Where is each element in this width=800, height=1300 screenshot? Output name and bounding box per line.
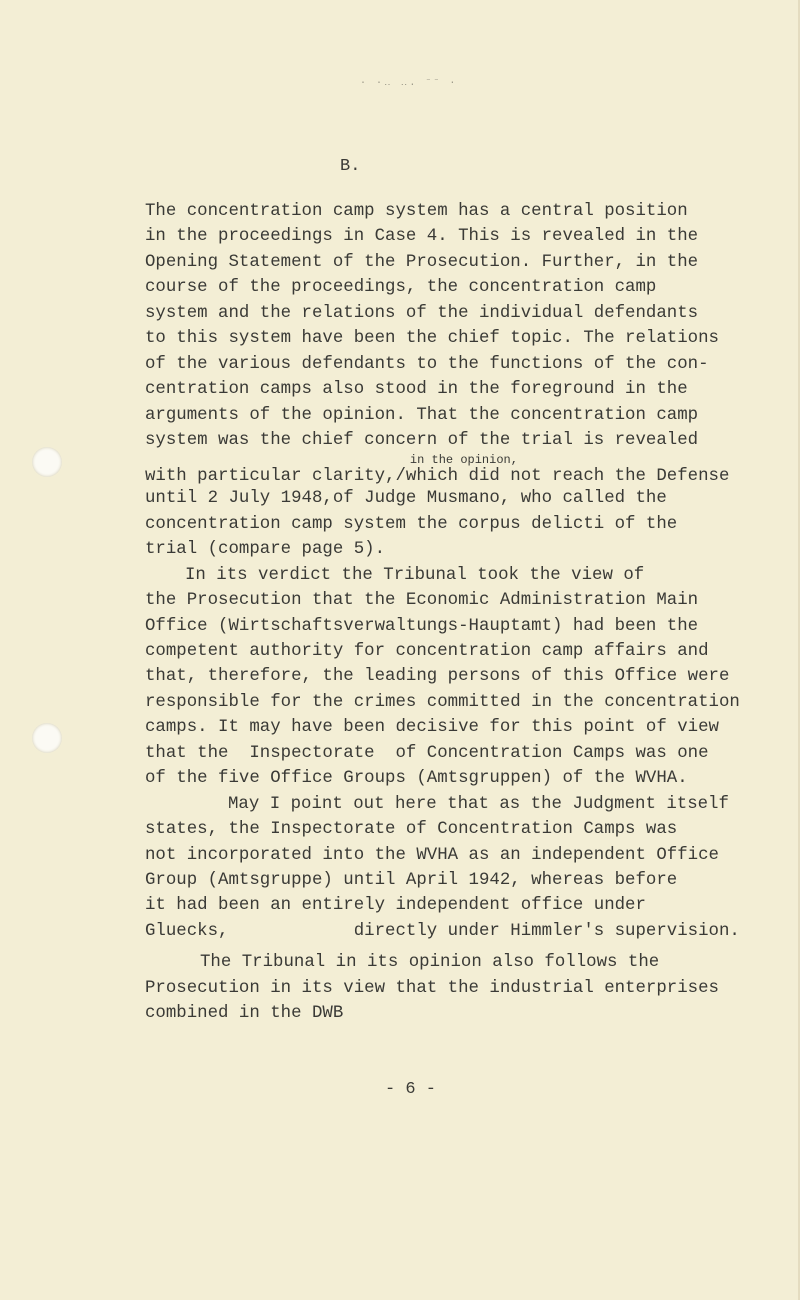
text-line: that, therefore, the leading persons of this Office were [145,667,730,687]
text-line: trial (compare page 5). [145,540,386,560]
text-line [145,453,740,486]
text-line: arguments of the opinion. That the concentration camp [145,405,699,425]
text-line: that the Inspectorate of Concentration Camps was one [145,743,709,763]
text-segment: with particular clarity,/ [145,467,406,487]
text-segment: which did not reach the Defense [405,467,730,487]
paragraph-2 [145,563,740,792]
text-line: Gluecks, directly under Himmler's supervision. [145,921,740,941]
text-line: of the five Office Groups (Amtsgruppen) of the WVHA. [145,769,688,789]
text-line: The concentration camp system has a central position [145,202,688,221]
text-line: responsible for the crimes committed in the concentration [145,692,740,712]
text-line: competent authority for concentration camp affairs and [145,642,709,661]
paragraph-3 [145,792,740,945]
text-line: concentration camp system the corpus delicti of the [145,514,678,534]
text-line: Office (Wirtschaftsverwaltungs-Hauptamt) had been the [145,616,699,636]
text-line: Prosecution in its view that the industrial enterprises [145,978,719,998]
page-number: - 6 - [385,1080,437,1099]
text-line: centration camps also stood in the foreground in the [145,380,688,400]
text-line: The Tribunal in its opinion also follows the [200,953,660,973]
handwritten-insertion: in the opinion, [409,453,518,468]
header-marks: · ·‥ ‥. ⁻⁻ · [360,78,458,89]
text-line: until 2 July 1948,of Judge Musmano, who called the [145,489,667,509]
text-line: course of the proceedings, the concentration camp [145,278,657,298]
text-line: May I point out here that as the Judgment itself [228,794,729,814]
text-line: states, the Inspectorate of Concentration Camps was [145,820,678,840]
text-line: to this system have been the chief topic. The relations [145,329,719,349]
section-heading: B. [340,157,361,176]
paragraph-4 [145,950,740,1026]
text-line: Opening Statement of the Prosecution. Further, in the [145,252,699,272]
text-line: in the proceedings in Case 4. This is revealed in the [145,227,699,247]
text-line: it had been an entirely independent office under [145,896,646,916]
text-line: of the various defendants to the functions of the con- [145,354,709,374]
text-line: the Prosecution that the Economic Administration Main [145,591,699,611]
document-body [145,199,740,1027]
paragraph-1 [145,199,740,563]
punch-hole [32,723,62,753]
text-line: system and the relations of the individual defendants [145,303,699,323]
text-line: camps. It may have been decisive for this point of view [145,718,719,738]
text-line: In its verdict the Tribunal took the view of [185,565,645,585]
text-line: combined in the DWB [145,1004,344,1024]
text-line: Group (Amtsgruppe) until April 1942, whereas before [145,870,678,890]
punch-hole [32,447,62,477]
inserted-text [406,453,730,486]
text-line: system was the chief concern of the trial is revealed [145,430,699,450]
text-line: not incorporated into the WVHA as an independent Office [145,845,719,865]
